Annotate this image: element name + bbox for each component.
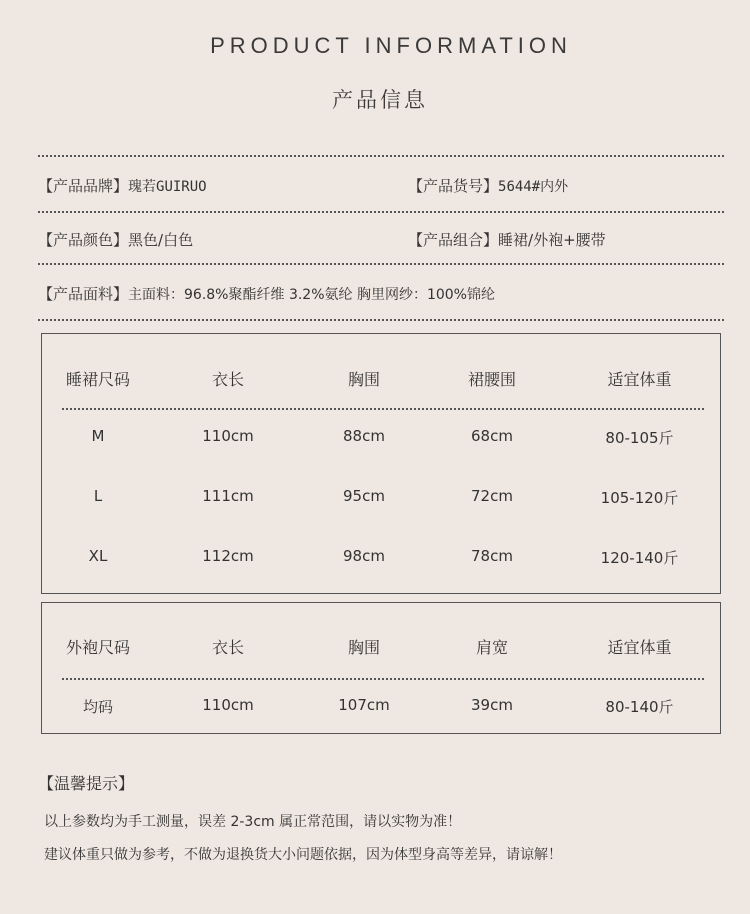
fabric-field [38, 283, 495, 304]
brand-label: 【产品品牌】 [38, 177, 129, 195]
divider [38, 319, 724, 321]
tips-line: 以上参数均为手工测量，误差 2-3cm 属正常范围，请以实物为准！ [44, 814, 462, 830]
table-divider [62, 408, 704, 410]
cell-size: M [91, 427, 105, 445]
cell-length: 110cm [202, 427, 254, 445]
header-waist: 裙腰围 [467, 370, 516, 389]
table-header-row [42, 367, 720, 391]
nightgown-size-table [41, 333, 721, 594]
sku-field [408, 175, 568, 196]
brand-value: 瑰若GUIRUO [128, 179, 207, 195]
fabric-label: 【产品面料】 [38, 285, 129, 303]
header-size: 外袍尺码 [65, 638, 130, 657]
combo-label: 【产品组合】 [408, 231, 499, 249]
table-row [42, 487, 720, 511]
brand-field [38, 175, 207, 196]
cell-bust: 98cm [343, 547, 385, 565]
header-weight: 适宜体重 [607, 370, 672, 389]
color-value: 黑色/白色 [128, 231, 194, 249]
info-row-fabric [38, 283, 724, 307]
cell-size: L [93, 487, 103, 505]
robe-size-table [41, 602, 721, 734]
cell-length: 111cm [202, 487, 254, 505]
tips-line: 建议体重只做为参考，不做为退换货大小问题依据，因为体型身高等差异，请谅解！ [44, 847, 562, 863]
fabric-value: 主面料：96.8%聚酯纤维 3.2%氨纶 胸里网纱：100%锦纶 [128, 287, 495, 303]
header-bust: 胸围 [347, 370, 380, 389]
color-field [38, 229, 193, 250]
cell-bust: 88cm [343, 427, 385, 445]
header-shoulder: 肩宽 [475, 638, 508, 657]
combo-field [408, 229, 606, 250]
info-row-brand-sku [38, 175, 724, 199]
info-row-color-combo [38, 229, 724, 253]
divider [38, 155, 724, 157]
combo-value: 睡裙/外袍+腰带 [498, 231, 606, 249]
header-length: 衣长 [211, 370, 244, 389]
page-title-chinese: 产品信息 [332, 88, 428, 112]
tips-title: 【温馨提示】 [38, 774, 135, 793]
cell-size: 均码 [82, 698, 113, 716]
cell-size: XL [88, 547, 108, 565]
divider [38, 263, 724, 265]
cell-waist: 72cm [471, 487, 513, 505]
cell-weight: 80-140斤 [605, 698, 674, 716]
color-label: 【产品颜色】 [38, 231, 129, 249]
divider [38, 211, 724, 213]
table-header-row [42, 635, 720, 659]
header-length: 衣长 [211, 638, 244, 657]
cell-weight: 120-140斤 [600, 549, 679, 567]
cell-length: 112cm [202, 547, 254, 565]
cell-bust: 95cm [343, 487, 385, 505]
cell-bust: 107cm [338, 696, 390, 714]
header-weight: 适宜体重 [607, 638, 672, 657]
table-divider [62, 678, 704, 680]
table-row [42, 547, 720, 571]
sku-label: 【产品货号】 [408, 177, 499, 195]
cell-weight: 105-120斤 [600, 489, 679, 507]
table-row [42, 696, 720, 720]
table-row [42, 427, 720, 451]
cell-waist: 68cm [471, 427, 513, 445]
cell-weight: 80-105斤 [605, 429, 674, 447]
page-title-english: PRODUCT INFORMATION [210, 33, 572, 58]
cell-waist: 78cm [471, 547, 513, 565]
header-size: 睡裙尺码 [65, 370, 130, 389]
sku-value: 5644#内外 [498, 179, 569, 195]
cell-length: 110cm [202, 696, 254, 714]
cell-shoulder: 39cm [471, 696, 513, 714]
header-bust: 胸围 [347, 638, 380, 657]
